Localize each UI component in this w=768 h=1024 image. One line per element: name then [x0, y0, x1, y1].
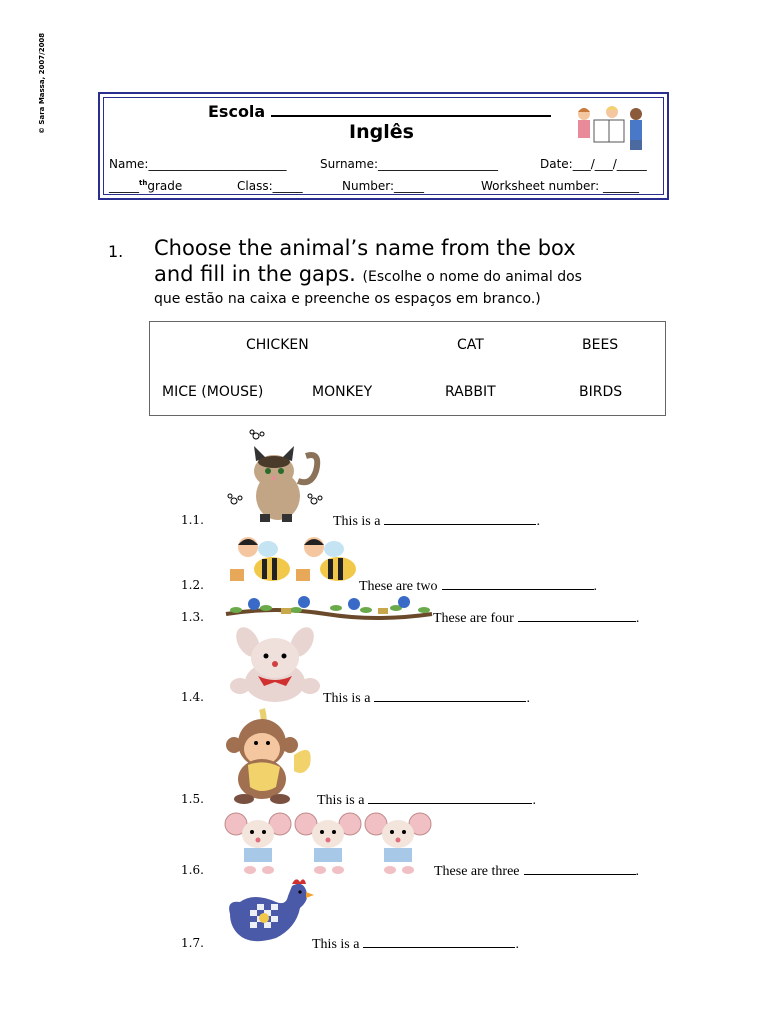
- item-sentence: This is a .: [323, 688, 530, 707]
- answer-blank[interactable]: [518, 608, 636, 622]
- item-number: 1.7.: [181, 936, 204, 950]
- item-sentence: These are two .: [359, 576, 597, 595]
- word-birds: BIRDS: [579, 384, 623, 400]
- word-rabbit: RABBIT: [445, 384, 496, 400]
- item-number: 1.2.: [181, 578, 204, 592]
- answer-blank[interactable]: [524, 861, 636, 875]
- word-monkey: MONKEY: [312, 384, 373, 400]
- answer-blank[interactable]: [374, 688, 526, 702]
- school-field: Escola: [208, 101, 551, 121]
- item-sentence: This is a .: [333, 511, 540, 530]
- answer-blank[interactable]: [368, 790, 532, 804]
- word-cat: CAT: [457, 337, 484, 353]
- word-chicken: CHICKEN: [246, 337, 309, 353]
- question-number: 1.: [108, 242, 124, 261]
- item-sentence: This is a .: [312, 934, 519, 953]
- date-field: Date:___/___/_____: [540, 157, 647, 171]
- number-field: Number:_____: [342, 179, 425, 193]
- item-sentence: This is a .: [317, 790, 536, 809]
- answer-blank[interactable]: [363, 934, 515, 948]
- answer-blank[interactable]: [384, 511, 536, 525]
- bees-illustration: [224, 527, 356, 589]
- class-field: Class:_____: [237, 179, 303, 193]
- cat-illustration: [226, 426, 326, 526]
- word-mice: MICE (MOUSE): [162, 384, 264, 400]
- copyright-note: © Sara Massa, 2007/2008: [38, 32, 46, 134]
- item-number: 1.5.: [181, 792, 204, 806]
- item-number: 1.6.: [181, 863, 204, 877]
- item-number: 1.1.: [181, 513, 204, 527]
- answer-blank[interactable]: [442, 576, 594, 590]
- grade-field: _____$^{th}$grade: [109, 179, 183, 193]
- worksheet-number-field: Worksheet number: ______: [481, 179, 640, 193]
- mice-illustration: [226, 806, 434, 876]
- name-field: Name:_______________________: [109, 157, 287, 171]
- rabbit-illustration: [226, 624, 324, 702]
- monkey-illustration: [224, 705, 322, 805]
- kids-reading-illustration: [572, 104, 650, 154]
- birds-illustration: [226, 592, 432, 620]
- chicken-illustration: [226, 878, 312, 948]
- word-bees: BEES: [582, 337, 619, 353]
- word-box: [149, 321, 666, 416]
- surname-field: Surname:____________________: [320, 157, 499, 171]
- item-number: 1.3.: [181, 610, 204, 624]
- item-sentence: These are four .: [433, 608, 639, 627]
- question-title: Choose the animal’s name from the box and fill in the gaps. (Escolhe o nome do animal dos: [154, 236, 582, 286]
- question-note: que estão na caixa e preenche os espaços em branco.): [154, 291, 541, 307]
- item-sentence: These are three .: [434, 861, 639, 880]
- item-number: 1.4.: [181, 690, 204, 704]
